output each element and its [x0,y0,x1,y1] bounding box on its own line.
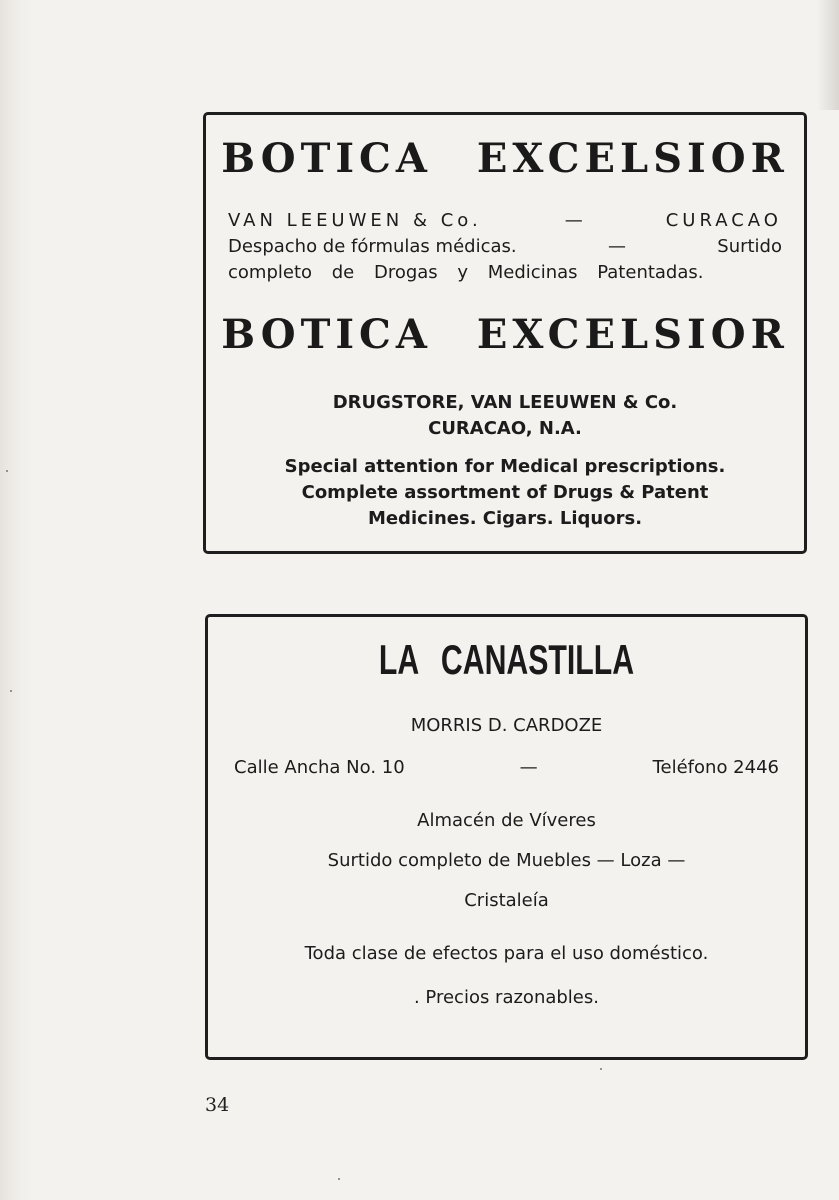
page-number: 34 [205,1094,230,1116]
ad-title: BOTICA EXCELSIOR [221,135,789,182]
speck [600,1068,602,1070]
la-canastilla-ad [205,614,808,1060]
speck [10,690,12,692]
dispatch-text: Despacho de fórmulas médicas. [228,236,517,257]
ad-title: LA CANASTILLA [378,636,635,683]
medicines-text: completo de Drogas y Medicinas Patentadas. [228,262,704,283]
speck [338,1178,340,1180]
owner-line: MORRIS D. CARDOZE [410,715,603,736]
store-type-line: Almacén de Víveres [417,810,596,831]
goods-line-1: Surtido completo de Muebles — Loza — [327,850,686,871]
ad-title-repeat: BOTICA EXCELSIOR [221,311,789,358]
botica-excelsior-ad [203,112,807,554]
company-city: CURACAO [665,210,782,231]
special-line-1: Special attention for Medical prescriptions. [284,456,726,477]
speck [6,470,8,472]
special-line-2: Complete assortment of Drugs & Patent [301,482,709,503]
dash: — [519,757,538,778]
address: Calle Ancha No. 10 [234,757,405,778]
ad-line-company [228,208,782,234]
drugstore-line: DRUGSTORE, VAN LEEUWEN & Co. [332,392,678,413]
location-line: CURACAO, N.A. [428,418,582,439]
address-line [234,755,779,781]
ad-line-medicines [228,260,782,286]
page-right-edge [817,0,839,110]
assortment-text: Surtido [717,236,782,257]
prices-line: . Precios razonables. [413,987,599,1008]
domestic-line: Toda clase de efectos para el uso doméstico. [304,943,709,964]
ad-line-dispatch [228,234,782,260]
special-line-3: Medicines. Cigars. Liquors. [367,508,643,529]
dash: — [607,236,626,257]
phone: Teléfono 2446 [652,757,779,778]
page-left-edge [0,0,34,1200]
goods-line-2: Cristaleía [464,890,549,911]
dash: — [564,210,583,231]
company-name: VAN LEEUWEN & Co. [228,210,482,231]
